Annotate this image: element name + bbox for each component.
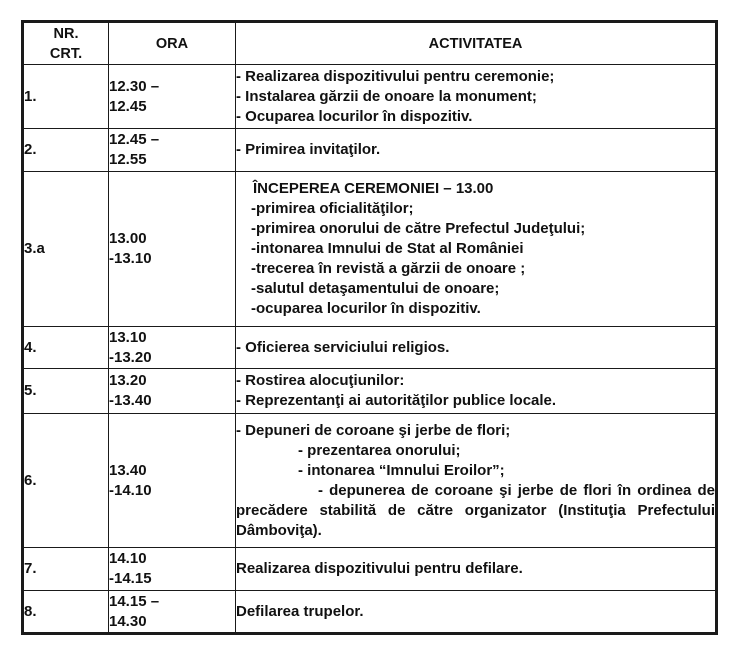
activity-line: - Depuneri de coroane şi jerbe de flori; bbox=[236, 421, 511, 439]
table-row bbox=[23, 129, 717, 172]
activity-line: -primirea onorului de către Prefectul Judeţului; bbox=[251, 220, 586, 237]
row-number: 7. bbox=[23, 548, 109, 591]
time-end: 14.30 bbox=[109, 612, 147, 630]
table-row bbox=[23, 369, 717, 414]
activity-line: Realizarea dispozitivului pentru defilare. bbox=[236, 560, 523, 577]
row-number: 1. bbox=[23, 65, 109, 129]
row-number: 5. bbox=[23, 369, 109, 414]
row-number: 4. bbox=[23, 327, 109, 369]
time-start: 12.30 – bbox=[109, 77, 160, 95]
time-end: -13.10 bbox=[109, 250, 152, 267]
table-row bbox=[23, 327, 717, 369]
time-end: -14.15 bbox=[109, 570, 152, 587]
activity-heading: ÎNCEPEREA CEREMONIEI – 13.00 bbox=[253, 180, 494, 197]
time-start: 14.15 – bbox=[109, 592, 160, 610]
table-row bbox=[23, 172, 717, 327]
activity-line: -ocuparea locurilor în dispozitiv. bbox=[251, 300, 481, 317]
row-number: 2. bbox=[23, 129, 109, 172]
activity-line: Defilarea trupelor. bbox=[236, 602, 364, 620]
table-header-row bbox=[23, 22, 717, 65]
time-end: -14.10 bbox=[109, 481, 152, 499]
header-ora: ORA bbox=[109, 22, 236, 65]
activity-line: - Rostirea alocuţiunilor: bbox=[236, 372, 405, 389]
activity-paragraph: - depunerea de coroane şi jerbe de flori în ordinea de precădere stabilită de către organizator (Instituţia Prefectului Dâmboviţa). bbox=[236, 481, 715, 539]
time-start: 13.00 bbox=[109, 230, 147, 247]
time-end: -13.20 bbox=[109, 348, 152, 366]
activity-line: - Realizarea dispozitivului pentru ceremonie; bbox=[236, 67, 555, 85]
activity-line: -intonarea Imnului de Stat al României bbox=[251, 240, 524, 257]
header-nr-line1: NR. bbox=[53, 25, 79, 42]
row-activity bbox=[236, 548, 717, 591]
row-activity bbox=[236, 591, 717, 634]
row-activity bbox=[236, 369, 717, 414]
time-start: 12.45 – bbox=[109, 131, 160, 148]
row-activity bbox=[236, 327, 717, 369]
activity-subline: - intonarea “Imnului Eroilor”; bbox=[298, 461, 505, 479]
row-number: 3.a bbox=[23, 172, 109, 327]
activity-line: - Instalarea gărzii de onoare la monument; bbox=[236, 87, 537, 105]
activity-line: - Ocuparea locurilor în dispozitiv. bbox=[236, 107, 473, 125]
row-time bbox=[109, 327, 236, 369]
table-row bbox=[23, 414, 717, 548]
activity-line: -trecerea în revistă a gărzii de onoare ; bbox=[251, 260, 526, 277]
table-row bbox=[23, 591, 717, 634]
row-number: 6. bbox=[23, 414, 109, 548]
time-start: 13.40 bbox=[109, 461, 147, 479]
row-time bbox=[109, 591, 236, 634]
row-activity bbox=[236, 129, 717, 172]
time-end: 12.55 bbox=[109, 151, 147, 168]
row-time bbox=[109, 414, 236, 548]
time-end: -13.40 bbox=[109, 392, 152, 409]
row-activity bbox=[236, 172, 717, 327]
activity-line: -salutul detaşamentului de onoare; bbox=[251, 280, 500, 297]
table-row bbox=[23, 548, 717, 591]
header-nr-crt bbox=[23, 22, 109, 65]
time-start: 13.20 bbox=[109, 372, 147, 389]
activity-subline: - prezentarea onorului; bbox=[298, 441, 461, 459]
row-time bbox=[109, 369, 236, 414]
row-activity bbox=[236, 65, 717, 129]
row-time bbox=[109, 548, 236, 591]
row-time bbox=[109, 65, 236, 129]
header-activitatea: ACTIVITATEA bbox=[236, 22, 717, 65]
table-row bbox=[23, 65, 717, 129]
time-end: 12.45 bbox=[109, 97, 147, 115]
time-start: 13.10 bbox=[109, 328, 147, 346]
activity-line: - Primirea invitaţilor. bbox=[236, 141, 381, 158]
ceremony-schedule-table bbox=[21, 20, 718, 635]
header-nr-line2: CRT. bbox=[49, 45, 83, 62]
activity-line: - Reprezentanţi ai autorităţilor publice locale. bbox=[236, 392, 557, 409]
activity-line: - Oficierea serviciului religios. bbox=[236, 338, 450, 356]
row-time bbox=[109, 129, 236, 172]
row-activity bbox=[236, 414, 717, 548]
row-time bbox=[109, 172, 236, 327]
activity-line: -primirea oficialităţilor; bbox=[251, 200, 414, 217]
time-start: 14.10 bbox=[109, 550, 147, 567]
row-number: 8. bbox=[23, 591, 109, 634]
